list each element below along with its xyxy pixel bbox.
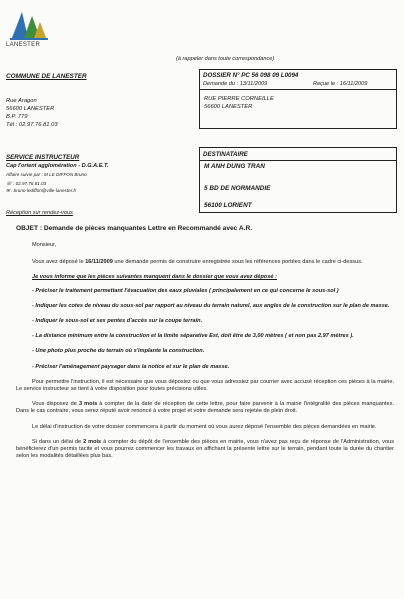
address-line: B.P. 779 <box>6 114 28 120</box>
missing-item: - Préciser le traitement permettant l'évacuation des eaux pluviales ( principalement en ce qui concerne le sous-sol ) <box>32 287 339 294</box>
text-span: Vous disposez de <box>32 401 79 408</box>
service-suivi: Affaire suivie par : M LE DIFFON Bruno <box>6 172 87 177</box>
service-phone: ☏ : 02.97.76.81.03 <box>6 181 47 186</box>
address-line: 56600 LANESTER <box>204 104 253 110</box>
deposit-date: 16/11/2009 <box>85 259 113 266</box>
recu-date: Reçue le : 16/11/2009 <box>313 81 368 87</box>
demande-date: Demande du : 13/11/2009 <box>203 81 268 87</box>
dossier-box <box>199 69 397 129</box>
service-contact <box>6 181 76 195</box>
missing-item: - Une photo plus proche du terrain où s'implante la construction. <box>32 348 205 355</box>
divider <box>200 89 396 90</box>
reception-note: Réception sur rendez-vous <box>6 210 73 216</box>
text-span: à compter du dépôt de l'ensemble des pièces en mairie, vous n'avez pas reçu de réponse de l'Administration, vous bénéficierez d'un permis tacite et vous pourrez commencer les travaux en affichant la présente lettre sur le terrain, pendant toute la durée du chantier selon les modalités détaillées plus bas. <box>16 438 394 460</box>
missing-item: - Indiquer le sous-sol et ses pentes d'accès sur la coupe terrain. <box>32 318 203 325</box>
dossier-dates <box>203 81 393 87</box>
tacit-paragraph <box>16 439 394 461</box>
logo-name: LANESTER <box>6 42 41 48</box>
destinataire-title: DESTINATAIRE <box>203 151 248 158</box>
missing-item: - Indiquer les cotes de niveau du sous-sol par rapport au niveau du terrain naturel, aux angles de la construction sur le plan de masse. <box>32 302 390 309</box>
address-line: Tél : 02.97.76.81.03 <box>6 122 58 128</box>
missing-item: - Préciser l'aménagement paysager dans la notice et sur le plan de masse. <box>32 363 230 370</box>
lanester-logo <box>8 8 50 42</box>
destinataire-city: 56100 LORIENT <box>204 202 252 209</box>
service-email[interactable]: ✉ : bruno-lediffon@ville-lanester.fr <box>6 187 77 193</box>
instruction-paragraph: Pour permettre l'instruction, il est nécessaire que vous déposiez ou que vous adressiez par courrier avec accusé réception ces pièces à la mairie. Le service instructeur se tient à votre disposition pour toutes précisions utiles. <box>16 378 394 393</box>
letter-subject: OBJET : Demande de pièces manquantes Lettre en Recommandé avec A.R. <box>16 225 253 232</box>
commune-title: COMMUNE DE LANESTER <box>6 73 87 80</box>
destinataire-street: 5 BD DE NORMANDIE <box>204 185 271 192</box>
address-line: Rue Aragon <box>6 98 37 104</box>
text-span: Vous avez déposé le <box>32 259 86 266</box>
text-span: à compter de la date de réception de cette lettre, pour faire parvenir à la mairie l'intégralité des pièces manquantes. Dans le cas contraire, vous serez réputé avoir renoncé à votre projet et votre demande sera rejetée de plein droit. <box>16 401 394 415</box>
salutation: Monsieur, <box>32 242 57 248</box>
sender-address <box>6 97 58 129</box>
service-cap: Cap l'orient agglomération - D.G.A.E.T. <box>6 163 109 169</box>
delay-paragraph <box>16 401 394 415</box>
recall-note: (à rappeler dans toute correspondance) <box>176 56 275 62</box>
address-line: 56600 LANESTER <box>6 106 55 112</box>
missing-item: - La distance minimum entre la construction et la limite séparative Est, doit être de 3,00 mètres ( et non pas 2,97 mètres ). <box>32 333 354 340</box>
inform-heading: Je vous informe que les pièces suivantes manquent dans le dossier que vous avez déposé : <box>32 274 277 281</box>
tacit-duration: 2 mois <box>83 438 102 445</box>
start-paragraph: Le délai d'instruction de votre dossier commencera à partir du moment où vous aurez déposé l'ensemble des pièces demandées en mairie. <box>32 423 377 430</box>
delay-duration: 3 mois <box>78 401 98 408</box>
service-title: SERVICE INSTRUCTEUR <box>6 154 80 161</box>
destinataire-box <box>199 147 397 213</box>
letter-body <box>16 242 394 468</box>
text-span: Si dans un délai de <box>32 438 84 445</box>
divider <box>200 160 396 161</box>
dossier-address <box>204 95 274 111</box>
address-line: RUE PIERRE CORNEILLE <box>204 96 274 102</box>
intro-paragraph <box>16 259 394 266</box>
destinataire-name: M ANH DUNG TRAN <box>204 163 265 170</box>
dossier-number: DOSSIER N° PC 56 098 09 L0094 <box>203 72 299 79</box>
text-span: une demande permis de construire enregistrée sous les références portées dans le cadre ci-dessus. <box>112 259 363 266</box>
